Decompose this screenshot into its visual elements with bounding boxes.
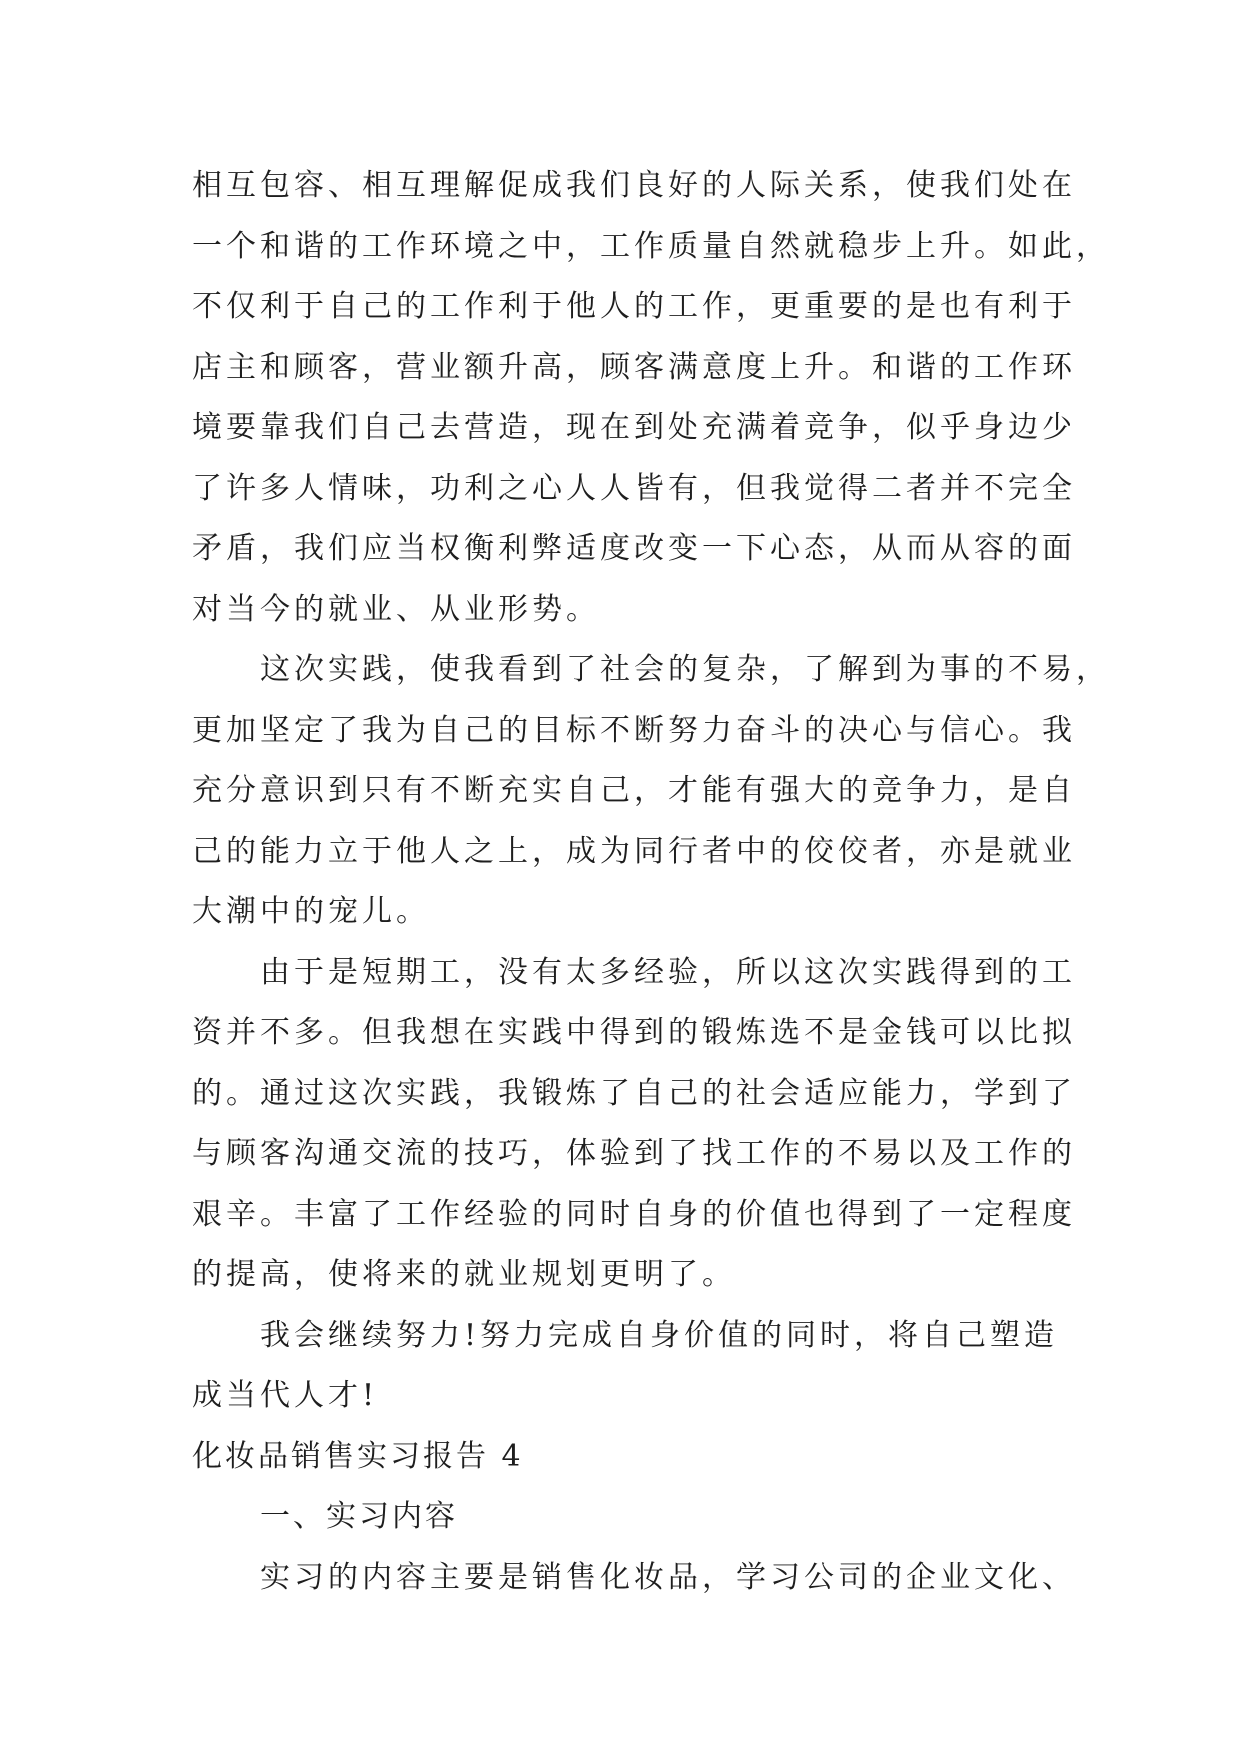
paragraph-line: 这次实践，使我看到了社会的复杂，了解到为事的不易， [260, 652, 1110, 687]
section-title: 化妆品销售实习报告 4 [192, 1438, 524, 1474]
paragraph-line: 矛盾，我们应当权衡利弊适度改变一下心态，从而从容的面 [192, 531, 1076, 566]
paragraph-line: 相互包容、相互理解促成我们良好的人际关系，使我们处在 [192, 168, 1076, 203]
paragraph-line: 对当今的就业、从业形势。 [192, 591, 600, 627]
paragraph-line: 充分意识到只有不断充实自己，才能有强大的竞争力，是自 [192, 773, 1076, 808]
subsection-heading: 一、实习内容 [260, 1499, 458, 1534]
paragraph-line: 大潮中的宠儿。 [192, 894, 430, 929]
paragraph-line: 的提高，使将来的就业规划更明了。 [192, 1257, 736, 1292]
paragraph-line: 一个和谐的工作环境之中，工作质量自然就稳步上升。如此， [192, 228, 1110, 264]
paragraph-line: 实习的内容主要是销售化妆品，学习公司的企业文化、 [260, 1559, 1076, 1595]
paragraph-line: 了许多人情味，功利之心人人皆有，但我觉得二者并不完全 [192, 470, 1076, 506]
paragraph-line: 由于是短期工，没有太多经验，所以这次实践得到的工 [260, 954, 1076, 990]
paragraph-line: 成当代人才! [192, 1378, 379, 1413]
paragraph-line: 我会继续努力!努力完成自身价值的同时，将自己塑造 [260, 1317, 1059, 1353]
paragraph-line: 与顾客沟通交流的技巧，体验到了找工作的不易以及工作的 [192, 1136, 1076, 1171]
paragraph-line: 不仅利于自己的工作利于他人的工作，更重要的是也有利于 [192, 289, 1076, 324]
paragraph-line: 店主和顾客，营业额升高，顾客满意度上升。和谐的工作环 [192, 349, 1076, 385]
paragraph-line: 资并不多。但我想在实践中得到的锻炼选不是金钱可以比拟 [192, 1015, 1076, 1050]
document-body [192, 156, 1110, 1608]
paragraph-line: 艰辛。丰富了工作经验的同时自身的价值也得到了一定程度 [192, 1196, 1076, 1232]
paragraph-line: 境要靠我们自己去营造，现在到处充满着竞争，似乎身边少 [192, 410, 1076, 445]
paragraph-line: 己的能力立于他人之上，成为同行者中的佼佼者，亦是就业 [192, 833, 1076, 869]
paragraph-line: 的。通过这次实践，我锻炼了自己的社会适应能力，学到了 [192, 1075, 1076, 1111]
paragraph-line: 更加坚定了我为自己的目标不断努力奋斗的决心与信心。我 [192, 712, 1076, 748]
